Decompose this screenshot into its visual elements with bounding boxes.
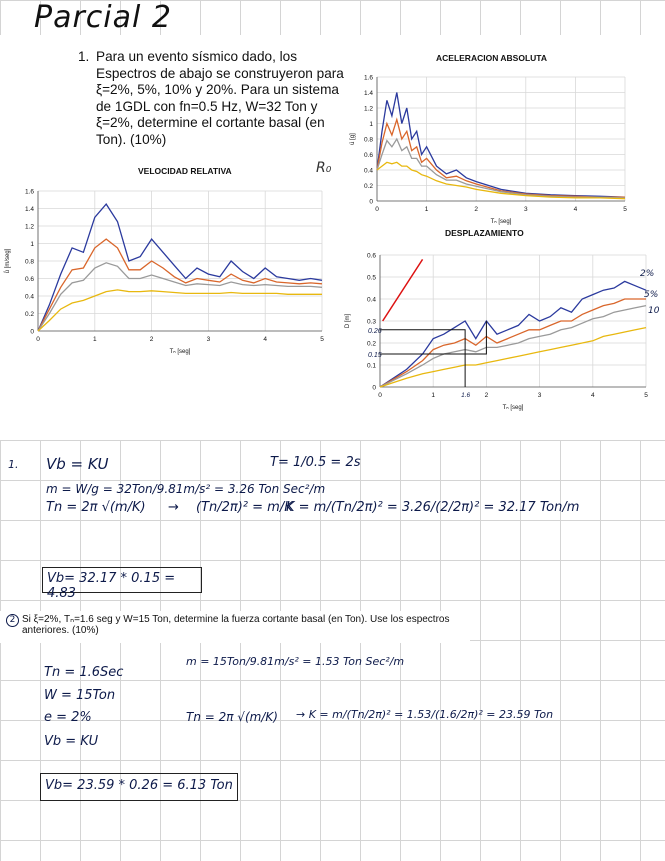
disp-note-026: 0.26 — [368, 327, 382, 335]
acceleration-chart-title: ACELERACION ABSOLUTA — [436, 53, 547, 63]
acceleration-ytick-label: 0.4 — [363, 167, 373, 175]
red-annotation-stroke — [383, 259, 423, 321]
displacement-xtick-label: 3 — [537, 392, 542, 399]
question-2-number: 2 — [6, 614, 19, 627]
velocity-chart-title: VELOCIDAD RELATIVA — [138, 166, 232, 176]
acceleration-ytick-label: 1.2 — [363, 105, 373, 113]
velocity-ytick-label: 1.6 — [24, 188, 34, 196]
work2-stiffness: → K = m/(Tn/2π)² = 1.53/(1.6/2π)² = 23.59 Ton — [296, 708, 554, 721]
displacement-ytick-label: 0 — [372, 384, 376, 392]
acceleration-ytick-label: 1 — [369, 121, 373, 128]
velocity-series-line-2 — [38, 239, 322, 331]
work1-tn-squared: (Tn/2π)² = m/K — [196, 500, 293, 515]
exam-sheet — [0, 35, 665, 440]
work1-vb: Vb = KU — [46, 455, 109, 473]
velocity-xtick-label: 5 — [320, 336, 324, 343]
displacement-xtick-label: 1 — [431, 392, 436, 399]
displacement-series-line-1 — [380, 281, 646, 387]
work1-result-box — [42, 567, 202, 601]
question-2 — [0, 611, 470, 643]
work2-tn: Tn = 1.6Sec — [44, 665, 124, 680]
work2-mass: m = 15Ton/9.81m/s² = 1.53 Ton Sec²/m — [186, 655, 405, 668]
work2-result: Vb= 23.59 * 0.26 = 6.13 Ton — [45, 778, 233, 793]
acceleration-xaxis-label: Tₙ [seg] — [490, 219, 512, 225]
work2-damping: e = 2% — [44, 710, 92, 725]
legend-2pct: 2% — [640, 269, 655, 279]
acceleration-yaxis-label: ü [g] — [350, 133, 356, 145]
work1-mass: m = W/g = 32Ton/9.81m/s² = 3.26 Ton Sec²/m — [46, 482, 326, 496]
work1-arrow: → — [168, 500, 179, 515]
question-1-number: 1. — [78, 49, 90, 64]
velocity-xtick-label: 3 — [206, 336, 211, 343]
work2-weight: W = 15Ton — [44, 688, 116, 703]
displacement-xaxis-label: Tₙ [seg] — [502, 405, 524, 411]
acceleration-xtick-label: 1 — [424, 206, 429, 213]
disp-note-015: 0.15 — [368, 352, 382, 359]
work1-stiffness: K = m/(Tn/2π)² = 3.26/(2/2π)² = 32.17 Ton/m — [286, 500, 580, 515]
acceleration-ytick-label: 0.6 — [363, 152, 373, 159]
velocity-series-line-1 — [38, 204, 322, 331]
legend-5pct: 5% — [644, 290, 659, 300]
displacement-ytick-label: 0.5 — [366, 274, 376, 282]
acceleration-xtick-label: 0 — [375, 206, 379, 213]
velocity-ytick-label: 0.2 — [24, 311, 34, 318]
question-2-text: Si ξ=2%, Tₙ=1.6 seg y W=15 Ton, determine la fuerza cortante basal (en Ton). Use los espectros anteriores. (10%) — [22, 614, 450, 636]
acceleration-xtick-label: 3 — [523, 206, 528, 213]
velocity-ytick-label: 1.4 — [24, 206, 34, 213]
work2-tn-eq: Tn = 2π √(m/K) — [186, 710, 278, 724]
velocity-series-line-3 — [38, 263, 322, 331]
displacement-chart-title: DESPLAZAMIENTO — [445, 228, 524, 238]
velocity-yaxis-label: ů [m/seg] — [5, 248, 11, 274]
velocity-xtick-label: 2 — [149, 336, 154, 343]
work1-result: Vb= 32.17 * 0.15 = 4.83 — [47, 571, 176, 601]
displacement-ytick-label: 0.4 — [366, 296, 376, 304]
velocity-xaxis-label: Tₙ [seg] — [169, 349, 191, 355]
displacement-xtick-label: 5 — [644, 392, 648, 399]
velocity-xtick-label: 1 — [92, 336, 97, 343]
velocity-xtick-label: 0 — [36, 336, 40, 343]
disp-note-16: 1.6 — [461, 392, 471, 399]
velocity-chart — [0, 181, 340, 356]
displacement-ytick-label: 0.6 — [366, 252, 376, 260]
displacement-ytick-label: 0.1 — [366, 362, 376, 370]
velocity-ytick-label: 0.4 — [24, 293, 34, 301]
velocity-ytick-label: 1 — [30, 241, 34, 248]
acceleration-ytick-label: 1.6 — [363, 74, 373, 82]
acceleration-ytick-label: 0 — [369, 198, 373, 206]
acceleration-ytick-label: 0.8 — [363, 136, 373, 144]
displacement-xtick-label: 0 — [378, 392, 382, 399]
acceleration-xtick-label: 4 — [573, 206, 578, 213]
displacement-ytick-label: 0.2 — [366, 340, 376, 348]
displacement-chart — [340, 243, 660, 423]
displacement-ytick-label: 0.3 — [366, 318, 376, 326]
question-1-text: Para un evento sísmico dado, los Espectros de abajo se construyeron para ξ=2%, 5%, 10% y 20%. Para un sistema de 1GDL con fn=0.5 Hz, W=32 Ton y ξ=2%, determine el cortante basal (en Ton). (10%) — [96, 49, 344, 147]
displacement-xtick-label: 2 — [484, 392, 489, 399]
legend-10pct: 10 — [648, 306, 660, 316]
displacement-yaxis-label: D [m] — [345, 313, 351, 329]
page-title: Parcial 2 — [34, 0, 172, 35]
acceleration-chart — [345, 69, 645, 234]
velocity-xtick-label: 4 — [263, 336, 268, 343]
acceleration-series-line-4 — [377, 162, 625, 198]
displacement-xtick-label: 4 — [590, 392, 595, 399]
work1-period: T= 1/0.5 = 2s — [270, 455, 361, 470]
acceleration-xtick-label: 2 — [474, 206, 479, 213]
question-1 — [78, 49, 356, 148]
work2-result-box — [40, 773, 238, 801]
acceleration-ytick-label: 0.2 — [363, 183, 373, 190]
acceleration-xtick-label: 5 — [623, 206, 627, 213]
velocity-ytick-label: 0.8 — [24, 258, 34, 266]
work1-tn: Tn = 2π √(m/K) — [46, 500, 146, 515]
velocity-ytick-label: 0.6 — [24, 276, 34, 283]
velocity-ytick-label: 0 — [30, 328, 34, 336]
accel-mark: R₀ — [316, 160, 332, 176]
velocity-ytick-label: 1.2 — [24, 223, 34, 231]
acceleration-ytick-label: 1.4 — [363, 90, 373, 97]
work1-number: 1. — [8, 458, 19, 471]
work2-vb: Vb = KU — [44, 734, 99, 749]
